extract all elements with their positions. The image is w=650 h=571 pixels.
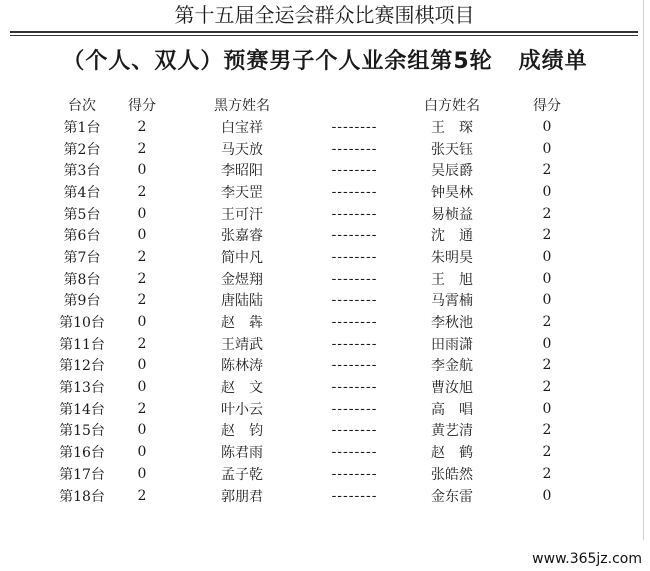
black-name-cell: 王可汗 (221, 206, 263, 223)
black-name-cell: 赵 文 (221, 380, 263, 397)
header-black-name: 黑方姓名 (214, 98, 270, 114)
board-cell: 第11台 (59, 336, 105, 353)
board-cell: 第13台 (59, 380, 105, 397)
black-score-cell: 0 (137, 379, 147, 396)
board-cell: 第7台 (63, 249, 101, 266)
black-name-cell: 孟子乾 (221, 466, 263, 483)
table-header-row (52, 94, 587, 116)
black-name-cell: 李天罡 (221, 184, 263, 201)
watermark: www.365jz.com (532, 551, 642, 567)
board-cell: 第4台 (63, 184, 101, 201)
separator-cell: -------- (331, 314, 378, 331)
table-row (52, 138, 587, 160)
table-row (52, 268, 587, 290)
black-score-cell: 0 (137, 205, 147, 222)
black-name-cell: 张嘉睿 (221, 228, 263, 245)
black-score-cell: 2 (137, 335, 147, 352)
board-cell: 第17台 (59, 466, 105, 483)
black-score-cell: 2 (137, 487, 147, 504)
white-score-cell: 2 (542, 357, 552, 374)
white-score-cell: 0 (542, 292, 552, 309)
table-row (52, 181, 587, 203)
black-score-cell: 0 (137, 162, 147, 179)
white-score-cell: 0 (542, 183, 552, 200)
white-name-cell: 李秋池 (431, 315, 473, 332)
black-name-cell: 白宝祥 (221, 119, 263, 136)
white-name-cell: 王 琛 (431, 119, 473, 136)
table-row (52, 311, 587, 333)
table-row (52, 203, 587, 225)
white-name-cell: 高 唱 (431, 401, 473, 418)
white-name-cell: 田雨潇 (431, 336, 473, 353)
table-row (52, 116, 587, 138)
separator-cell: -------- (331, 400, 378, 417)
table-row (52, 333, 587, 355)
board-cell: 第16台 (59, 445, 105, 462)
board-cell: 第12台 (59, 358, 105, 375)
black-name-cell: 马天放 (221, 141, 263, 158)
white-score-cell: 0 (542, 487, 552, 504)
board-cell: 第10台 (59, 315, 105, 332)
black-name-cell: 郭朋君 (221, 488, 263, 505)
white-score-cell: 2 (542, 465, 552, 482)
white-name-cell: 朱明昊 (431, 249, 473, 266)
header-board: 台次 (68, 98, 96, 114)
title-rule-thin (10, 35, 638, 36)
board-cell: 第15台 (59, 423, 105, 440)
report-subtitle (0, 44, 650, 75)
white-score-cell: 2 (542, 422, 552, 439)
black-score-cell: 0 (137, 227, 147, 244)
black-name-cell: 简中凡 (221, 249, 263, 266)
black-score-cell: 2 (137, 248, 147, 265)
white-name-cell: 张皓然 (431, 466, 473, 483)
table-row (52, 224, 587, 246)
black-name-cell: 赵 犇 (221, 315, 263, 332)
white-score-cell: 2 (542, 227, 552, 244)
black-score-cell: 0 (137, 444, 147, 461)
white-score-cell: 2 (542, 205, 552, 222)
black-score-cell: 0 (137, 314, 147, 331)
white-score-cell: 0 (542, 140, 552, 157)
black-score-cell: 2 (137, 118, 147, 135)
black-name-cell: 唐陆陆 (221, 293, 263, 310)
black-score-cell: 2 (137, 140, 147, 157)
board-cell: 第6台 (63, 228, 101, 245)
black-name-cell: 王靖武 (221, 336, 263, 353)
black-score-cell: 2 (137, 183, 147, 200)
white-score-cell: 0 (542, 270, 552, 287)
separator-cell: -------- (331, 335, 378, 352)
black-score-cell: 2 (137, 270, 147, 287)
white-score-cell: 2 (542, 444, 552, 461)
white-name-cell: 李金航 (431, 358, 473, 375)
white-name-cell: 赵 鹤 (431, 445, 473, 462)
subtitle-main: （个人、双人）预赛男子个人业余组第5轮 (62, 49, 493, 74)
white-name-cell: 钟昊林 (431, 184, 473, 201)
board-cell: 第1台 (63, 119, 101, 136)
separator-cell: -------- (331, 205, 378, 222)
black-score-cell: 0 (137, 357, 147, 374)
separator-cell: -------- (331, 292, 378, 309)
black-score-cell: 2 (137, 400, 147, 417)
header-white-score: 得分 (533, 98, 561, 114)
document-title: 第十五届全运会群众比赛围棋项目 (174, 3, 475, 27)
table-row (52, 420, 587, 442)
black-name-cell: 陈林涛 (221, 358, 263, 375)
table-row (52, 290, 587, 312)
white-score-cell: 2 (542, 162, 552, 179)
table-row (52, 398, 587, 420)
separator-cell: -------- (331, 162, 378, 179)
separator-cell: -------- (331, 227, 378, 244)
table-row (52, 246, 587, 268)
separator-cell: -------- (331, 118, 378, 135)
separator-cell: -------- (331, 465, 378, 482)
black-score-cell: 2 (137, 292, 147, 309)
board-cell: 第5台 (63, 206, 101, 223)
table-row (52, 463, 587, 485)
table-row (52, 376, 587, 398)
black-name-cell: 金煜翔 (221, 271, 263, 288)
page-edge (643, 0, 644, 540)
white-name-cell: 黄艺清 (431, 423, 473, 440)
white-name-cell: 马霄楠 (431, 293, 473, 310)
board-cell: 第9台 (63, 293, 101, 310)
white-score-cell: 0 (542, 248, 552, 265)
board-cell: 第14台 (59, 401, 105, 418)
board-cell: 第3台 (63, 163, 101, 180)
board-cell: 第8台 (63, 271, 101, 288)
white-score-cell: 0 (542, 335, 552, 352)
white-name-cell: 张天钰 (431, 141, 473, 158)
white-score-cell: 2 (542, 314, 552, 331)
table-row (52, 355, 587, 377)
black-name-cell: 陈君雨 (221, 445, 263, 462)
subtitle-suffix: 成绩单 (518, 49, 588, 74)
table-row (52, 159, 587, 181)
white-score-cell: 0 (542, 118, 552, 135)
white-score-cell: 0 (542, 400, 552, 417)
separator-cell: -------- (331, 183, 378, 200)
title-rule-thick (10, 31, 638, 33)
separator-cell: -------- (331, 379, 378, 396)
black-name-cell: 叶小云 (221, 401, 263, 418)
black-score-cell: 0 (137, 465, 147, 482)
white-name-cell: 易桢益 (431, 206, 473, 223)
header-black-score: 得分 (128, 98, 156, 114)
black-score-cell: 0 (137, 422, 147, 439)
separator-cell: -------- (331, 422, 378, 439)
separator-cell: -------- (331, 270, 378, 287)
white-name-cell: 曹汝旭 (431, 380, 473, 397)
white-score-cell: 2 (542, 379, 552, 396)
black-name-cell: 李昭阳 (221, 163, 263, 180)
white-name-cell: 王 旭 (431, 271, 473, 288)
header-separator (312, 94, 397, 116)
separator-cell: -------- (331, 444, 378, 461)
results-table (52, 94, 587, 506)
white-name-cell: 金东雷 (431, 488, 473, 505)
table-row (52, 485, 587, 507)
board-cell: 第18台 (59, 488, 105, 505)
header-white-name: 白方姓名 (424, 98, 480, 114)
table-row (52, 441, 587, 463)
separator-cell: -------- (331, 248, 378, 265)
white-name-cell: 沈 通 (431, 228, 473, 245)
black-name-cell: 赵 钧 (221, 423, 263, 440)
separator-cell: -------- (331, 140, 378, 157)
white-name-cell: 吴辰爵 (431, 163, 473, 180)
board-cell: 第2台 (63, 141, 101, 158)
separator-cell: -------- (331, 487, 378, 504)
separator-cell: -------- (331, 357, 378, 374)
